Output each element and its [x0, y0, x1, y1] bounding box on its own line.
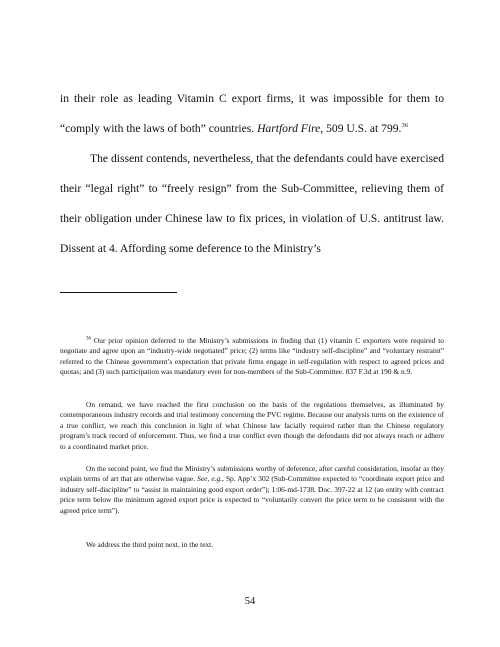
footnote-text: , Sp. App’x 302 (Sub-Committee expected to “coordinate export price and industry self-discipline” to “assist in maintaining good export order”); 1:06-md-1738, Doc. 397-22 at 12 (an entity with contract price term below the minimum agreed export price is expected to “voluntarily convert the price term to be consistent with the agreed price term”). — [60, 474, 444, 515]
citation-text: , 509 U.S. at 799. — [320, 122, 402, 135]
footnote-paragraph: On remand, we have reached the first conclusion on the basis of the regulations themselves, as illuminated by contemporaneous industry records and trial testimony concerning the PVC regime. Because our analysis turns on the existence of a true conflict, we reach this conclusion in light of what Chinese law facially required rather than the Chinese regulatory program’s track record of enforcement. Thus, we find a true conflict even though the defendants did not always reach or adhere to a coordinated market price. — [60, 400, 444, 451]
footnote-text: Our prior opinion deferred to the Ministry’s submissions in finding that (1) vitamin C exporters were required to negotiate and agree upon an “industry-wide negotiated” price; (2) terms like “industry self-discipline” and “voluntary restraint” referred to the Chinese government’s expectation that private firms engage in self-regulation with respect to agreed prices and quotas; and (3) such participation was mandatory even for non-members of the Sub-Committee. 837 F.3d at 190 & n.9. — [60, 336, 444, 377]
page-number: 54 — [244, 596, 256, 607]
footnote-paragraph: We address the third point next, in the text. — [86, 540, 214, 549]
body-text: in their role as leading Vitamin C export firms, it was impossible for them to “comply with the laws of both” countries. — [60, 92, 444, 135]
footnote-reference[interactable]: 36 — [401, 122, 408, 130]
body-paragraph: The dissent contends, nevertheless, that the defendants could have exercised their “legal right” to “freely resign” from the Sub-Committee, relieving them of their obligation under Chinese law to fix prices, in violation of U.S. antitrust law. Dissent at 4. Affording some deference to the Ministry’s — [60, 152, 444, 255]
footnote-separator-rule — [60, 292, 177, 293]
citation-signal: See, e.g. — [197, 474, 223, 484]
footnote-number: 36 — [86, 336, 91, 342]
footnote-text: On the second point, we find the Ministry’s submissions worthy of deference, after careful consideration, insofar as they explain terms of art that are otherwise vague. — [60, 464, 444, 484]
footnote-paragraph — [60, 464, 444, 516]
case-name: Hartford Fire — [257, 122, 321, 135]
footnote-paragraph — [60, 336, 444, 378]
body-paragraph-continued — [60, 84, 444, 144]
